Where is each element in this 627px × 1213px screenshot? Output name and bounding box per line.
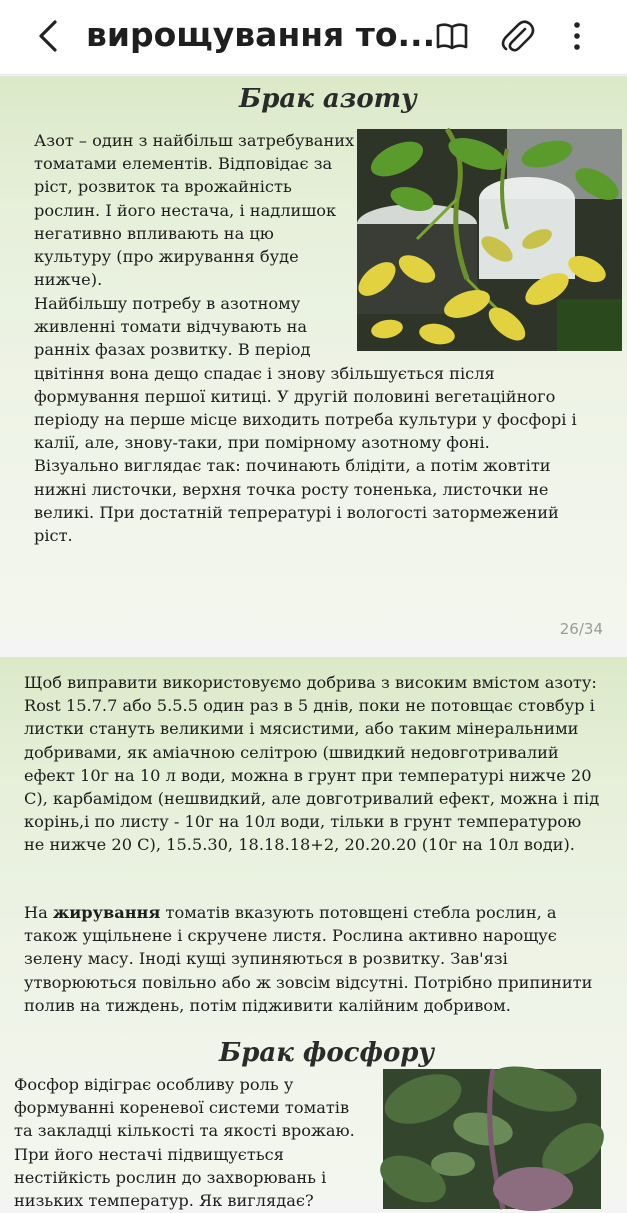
app-header [0, 0, 627, 75]
text-line: ранніх фазах розвитку. В період [34, 340, 311, 360]
document-page[interactable] [0, 76, 627, 640]
text-line: цвітіння вона дещо спадає і знову збільшується після [34, 363, 495, 383]
section-heading: Брак фосфору [219, 1038, 435, 1068]
paragraph-phosphorus [14, 1073, 384, 1212]
text-line: формування першої китиці. У другій половині вегетаційного [34, 386, 556, 406]
paragraph-nitrogen-fix: Щоб виправити використовуємо добрива з високим вмістом азоту: Rost 15.7.7 або 5.5.5 один раз в 5 днів, поки не потовщає стовбур і листки стануть великими і мясистими, або таким мінеральними добривами, як аміачною селітрою (швидкий недовготривалий ефект 10г на 10 л води, можна в грунт при температурі нижче 20 С), карбамідом (нешвидкий, але довготривалий ефект, можна і під корінь,і по листу - 10г на 10л води, тільки в грунт температурою не нижче 20 С), 15.5.30, 18.18.18+2, 20.20.20 (10г на 10л води). [24, 673, 600, 855]
text-line: низьких температур. Як виглядає? [14, 1191, 314, 1211]
paragraph-nitrogen-intro: Азот – один з найбільш затребуваних томатами елементів. Відповідає за ріст, розвиток та врожайність рослин. І його нестача, і надлишок негативно впливають на цю культуру (про жирування буде нижче). [34, 131, 355, 290]
book-icon[interactable] [432, 16, 472, 56]
text-line: живленні томати відчувають на [34, 317, 308, 337]
paragraph-overfeeding: На жирування томатів вказують потовщені стебла рослин, а також ущільнене і скручене листя. Рослина активно нарощує зелену масу. Іноді кущі зупиняються в розвитку. Зав'язі утворюються повільно або ж зовсім відсутні. Потрібно припинити полив на тиждень, потім підживити калійним добривом. [24, 903, 593, 1015]
text-line: періоду на перше місце виходить потреба культури у фосфорі і [34, 410, 577, 430]
text-line: При його нестачі підвищується [14, 1144, 284, 1164]
document-title: вирощування то... [86, 15, 436, 54]
page-counter: 26/34 [559, 620, 603, 638]
text-line: нижні листочки, верхня точка росту тоненька, листочки не [34, 479, 549, 499]
text-line: калії, але, знову-таки, при помірному азотному фоні. [34, 433, 490, 453]
paragraph-nitrogen-details [34, 292, 614, 547]
more-vertical-icon[interactable] [557, 16, 597, 56]
paperclip-icon[interactable] [497, 16, 537, 56]
phosphorus-deficiency-leaf-photo [383, 1069, 601, 1209]
back-arrow-icon[interactable] [30, 16, 70, 56]
text-line: та закладці кількості та якості врожаю. [14, 1121, 355, 1141]
bold-term: жирування [52, 903, 161, 922]
page-separator [0, 640, 627, 657]
document-page[interactable] [0, 657, 627, 1211]
text-line: нестійкість рослин до захворювань і [14, 1167, 327, 1187]
text-line: Найбільшу потребу в азотному [34, 294, 301, 313]
section-heading: Брак азоту [239, 84, 417, 114]
text-line: Фосфор відіграє особливу роль у [14, 1075, 294, 1094]
text-line: формуванні кореневої системи томатів [14, 1098, 350, 1118]
text-line: ріст. [34, 526, 73, 546]
text-line: Візуально виглядає так: починають блідіти, а потім жовтіти [34, 456, 551, 476]
text-line: великі. При достатній тепрературі і вологості затормежений [34, 502, 559, 522]
